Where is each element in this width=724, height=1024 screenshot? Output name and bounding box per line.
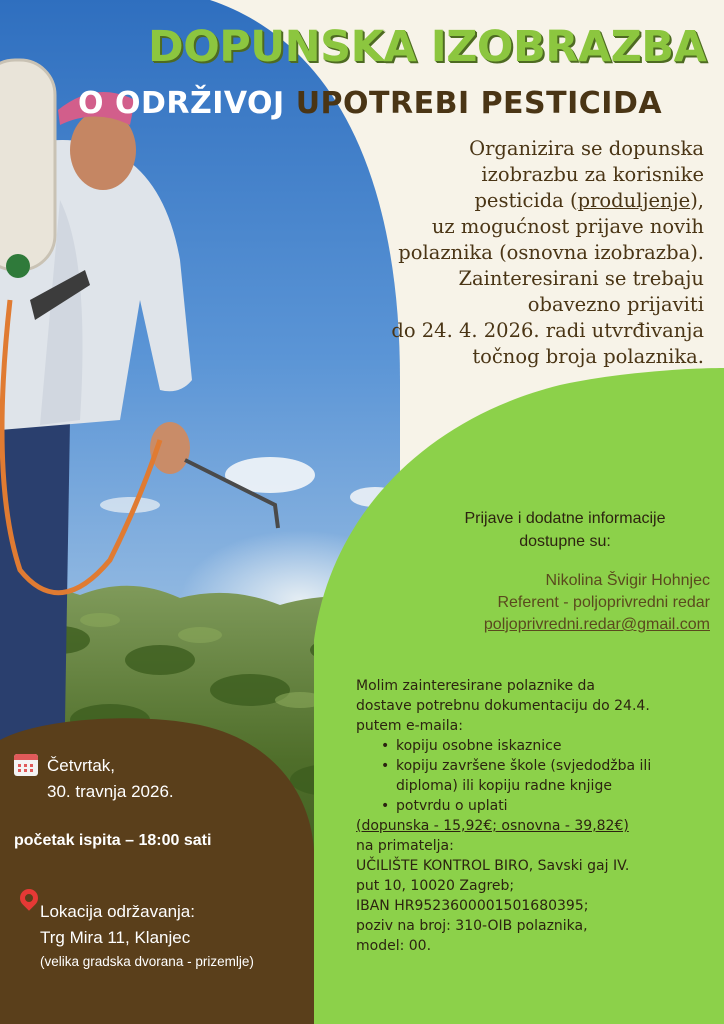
list-item: • kopiju osobne iskaznice — [396, 736, 711, 756]
title-sub-dark: UPOTREBI PESTICIDA — [295, 86, 663, 121]
title-sub — [78, 86, 662, 121]
intro-text-part: pesticida ( — [474, 189, 578, 212]
details-line: UČILIŠTE KONTROL BIRO, Savski gaj IV. — [356, 858, 630, 874]
details-line: dostave potrebnu dokumentaciju do 24.4. — [356, 698, 650, 714]
calendar-icon — [14, 754, 38, 776]
contact-role: Referent - poljoprivredni redar — [497, 594, 710, 611]
location-note: (velika gradska dvorana - prizemlje) — [40, 954, 254, 969]
intro-line: izobrazbu za korisnike — [481, 163, 704, 186]
intro-line: uz mogućnost prijave novih — [431, 215, 704, 238]
details-line: model: 00. — [356, 938, 432, 954]
intro-line: obavezno prijaviti — [527, 293, 704, 316]
intro-line: polaznika (osnovna izobrazba). — [398, 241, 704, 264]
fees-line: (dopunska - 15,92€; osnovna - 39,82€) — [356, 818, 629, 834]
intro-line: do 24. 4. 2026. radi utvrđivanja — [391, 319, 704, 342]
details-line: Molim zainteresirane polaznike da — [356, 678, 595, 694]
contact-details — [420, 570, 710, 636]
contact-email-link[interactable]: poljoprivredni.redar@gmail.com — [483, 616, 710, 633]
details-line: put 10, 10020 Zagreb; — [356, 878, 515, 894]
event-day: Četvrtak, — [47, 756, 116, 775]
location-address: Trg Mira 11, Klanjec — [40, 928, 191, 947]
details-line: putem e-maila: — [356, 718, 463, 734]
documentation-details — [356, 676, 711, 956]
exam-start-time: početak ispita – 18:00 sati — [14, 832, 212, 849]
contact-heading-line: Prijave i dodatne informacije — [464, 510, 666, 527]
details-line: na primatelja: — [356, 838, 454, 854]
contact-name: Nikolina Švigir Hohnjec — [545, 572, 710, 589]
intro-text-part: ), — [690, 189, 704, 212]
contact-heading-line: dostupne su: — [519, 533, 611, 550]
documents-list — [356, 736, 711, 816]
location-label: Lokacija održavanja: — [40, 902, 195, 921]
intro-underlined-word: produljenje — [577, 189, 691, 212]
intro-line: Zainteresirani se trebaju — [458, 267, 704, 290]
intro-text — [374, 136, 704, 370]
list-item: • potvrdu o uplati — [396, 796, 711, 816]
list-item: • kopiju završene škole (svjedodžba ili diploma) ili kopiju radne knjige — [396, 756, 711, 796]
contact-heading — [420, 507, 710, 553]
intro-line: Organizira se dopunska — [469, 137, 704, 160]
intro-line: točnog broja polaznika. — [472, 345, 704, 368]
details-line: poziv na broj: 310-OIB polaznika, — [356, 918, 588, 934]
intro-line — [374, 188, 704, 214]
title-main: DOPUNSKA IZOBRAZBA — [148, 22, 707, 72]
event-date: 30. travnja 2026. — [47, 782, 174, 801]
iban-line: IBAN HR9523600001501680395; — [356, 898, 589, 914]
title-sub-white: O ODRŽIVOJ — [78, 86, 285, 121]
